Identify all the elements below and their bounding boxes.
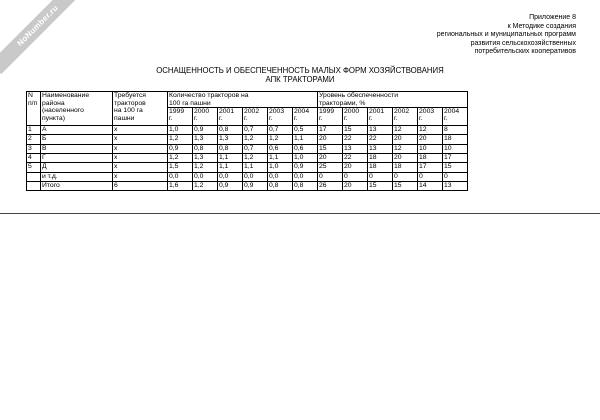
cell-level: 15	[393, 181, 418, 190]
cell-count: 0,9	[243, 181, 268, 190]
cell-level: 17	[318, 126, 343, 135]
cell-level: 18	[418, 154, 443, 163]
cell-num: 1	[27, 126, 41, 135]
cell-count: 0,9	[218, 181, 243, 190]
year-level-2002: 2002 г.	[393, 108, 418, 126]
cell-count: 0,8	[218, 126, 243, 135]
cell-level: 20	[393, 135, 418, 144]
cell-level: 20	[318, 135, 343, 144]
year-level-2000: 2000 г.	[343, 108, 368, 126]
cell-count: 1,2	[168, 154, 193, 163]
cell-count: 1,1	[293, 135, 318, 144]
year-count-2004: 2004 г.	[293, 108, 318, 126]
cell-count: 1,3	[193, 154, 218, 163]
watermark-logo: NoNumber.ru	[0, 0, 86, 74]
cell-count: 0,8	[268, 181, 293, 190]
cell-level: 12	[418, 126, 443, 135]
cell-level: 15	[443, 163, 468, 172]
cell-num: 3	[27, 144, 41, 153]
cell-level: 10	[418, 144, 443, 153]
cell-required: 6	[113, 181, 168, 190]
cell-num	[27, 181, 41, 190]
cell-count: 1,0	[168, 126, 193, 135]
cell-level: 22	[343, 154, 368, 163]
year-level-2004: 2004 г.	[443, 108, 468, 126]
cell-count: 0,9	[193, 126, 218, 135]
title-line: АПК ТРАКТОРАМИ	[265, 75, 335, 84]
year-level-2003: 2003 г.	[418, 108, 443, 126]
cell-level: 18	[443, 135, 468, 144]
table-row	[27, 135, 468, 144]
header-district: Наименование района (населенного пункта)	[41, 92, 113, 126]
cell-level: 20	[343, 163, 368, 172]
cell-count: 0,0	[168, 172, 193, 181]
cell-count: 1,2	[193, 181, 218, 190]
appendix-line: региональных и муниципальных программ	[436, 31, 576, 39]
header-required: Требуется тракторов на 100 га пашни	[113, 92, 168, 126]
cell-count: 1,2	[243, 135, 268, 144]
cell-level: 13	[343, 144, 368, 153]
cell-count: 1,2	[243, 154, 268, 163]
cell-count: 0,7	[243, 126, 268, 135]
cell-level: 0	[343, 172, 368, 181]
year-count-1999: 1999 г.	[168, 108, 193, 126]
table-row	[27, 163, 468, 172]
cell-required: х	[113, 154, 168, 163]
cell-count: 1,3	[218, 135, 243, 144]
cell-level: 15	[318, 144, 343, 153]
cell-count: 1,1	[243, 163, 268, 172]
cell-count: 1,2	[268, 135, 293, 144]
cell-count: 1,6	[168, 181, 193, 190]
cell-count: 0,5	[293, 126, 318, 135]
header-supply-level: Уровень обеспеченности тракторами, %	[318, 92, 468, 108]
cell-num: 5	[27, 163, 41, 172]
cell-level: 20	[418, 135, 443, 144]
table-row	[27, 154, 468, 163]
year-count-2002: 2002 г.	[243, 108, 268, 126]
cell-count: 0,6	[293, 144, 318, 153]
cell-count: 1,2	[168, 135, 193, 144]
cell-level: 13	[368, 144, 393, 153]
cell-district: и т.д.	[41, 172, 113, 181]
table-row	[27, 126, 468, 135]
year-count-2001: 2001 г.	[218, 108, 243, 126]
cell-count: 1,5	[168, 163, 193, 172]
cell-level: 15	[368, 181, 393, 190]
cell-level: 0	[418, 172, 443, 181]
cell-count: 1,1	[218, 163, 243, 172]
cell-level: 0	[393, 172, 418, 181]
cell-count: 0,0	[268, 172, 293, 181]
cell-level: 10	[443, 144, 468, 153]
cell-level: 0	[368, 172, 393, 181]
cell-count: 1,0	[268, 163, 293, 172]
tractor-table	[26, 91, 468, 191]
cell-required: х	[113, 144, 168, 153]
cell-level: 18	[368, 154, 393, 163]
cell-count: 0,9	[168, 144, 193, 153]
cell-level: 17	[418, 163, 443, 172]
cell-level: 22	[343, 135, 368, 144]
cell-required: х	[113, 172, 168, 181]
document-title	[0, 66, 600, 84]
cell-level: 25	[318, 163, 343, 172]
table-row	[27, 144, 468, 153]
cell-district: Г	[41, 154, 113, 163]
cell-count: 0,0	[293, 172, 318, 181]
cell-level: 13	[368, 126, 393, 135]
cell-level: 12	[393, 144, 418, 153]
cell-district: В	[41, 144, 113, 153]
cell-level: 20	[343, 181, 368, 190]
cell-count: 1,1	[218, 154, 243, 163]
cell-level: 20	[318, 154, 343, 163]
cell-count: 1,3	[193, 135, 218, 144]
cell-level: 20	[393, 154, 418, 163]
year-count-2003: 2003 г.	[268, 108, 293, 126]
cell-count: 0,0	[218, 172, 243, 181]
header-tractor-count: Количество тракторов на 100 га пашни	[168, 92, 318, 108]
appendix-note	[356, 14, 576, 57]
cell-count: 0,7	[243, 144, 268, 153]
header-row	[27, 92, 468, 108]
cell-count: 1,1	[268, 154, 293, 163]
cell-required: х	[113, 126, 168, 135]
cell-count: 1,0	[293, 154, 318, 163]
cell-level: 17	[443, 154, 468, 163]
bottom-divider	[0, 213, 600, 214]
appendix-line: Приложение 8	[529, 14, 576, 21]
cell-level: 8	[443, 126, 468, 135]
cell-level: 22	[368, 135, 393, 144]
title-line: ОСНАЩЕННОСТЬ И ОБЕСПЕЧЕННОСТЬ МАЛЫХ ФОРМ ХОЗЯЙСТВОВАНИЯ	[156, 66, 444, 75]
appendix-line: развития сельскохозяйственных	[470, 39, 576, 47]
cell-count: 1,2	[193, 163, 218, 172]
cell-district: Б	[41, 135, 113, 144]
cell-level: 18	[368, 163, 393, 172]
cell-district: А	[41, 126, 113, 135]
cell-count: 0,9	[293, 163, 318, 172]
cell-level: 0	[443, 172, 468, 181]
cell-district: Итого	[41, 181, 113, 190]
cell-count: 0,0	[193, 172, 218, 181]
cell-num: 4	[27, 154, 41, 163]
cell-num: 2	[27, 135, 41, 144]
appendix-line: потребительских кооперативов	[474, 48, 576, 56]
table-row	[27, 172, 468, 181]
cell-required: х	[113, 135, 168, 144]
cell-num	[27, 172, 41, 181]
cell-required: х	[113, 163, 168, 172]
cell-count: 0,8	[293, 181, 318, 190]
cell-count: 0,7	[268, 126, 293, 135]
cell-district: Д	[41, 163, 113, 172]
cell-level: 15	[343, 126, 368, 135]
cell-level: 26	[318, 181, 343, 190]
cell-level: 18	[393, 163, 418, 172]
cell-count: 0,8	[193, 144, 218, 153]
table-row	[27, 181, 468, 190]
cell-count: 0,6	[268, 144, 293, 153]
year-level-2001: 2001 г.	[368, 108, 393, 126]
cell-count: 0,0	[243, 172, 268, 181]
cell-level: 13	[443, 181, 468, 190]
cell-level: 14	[418, 181, 443, 190]
year-level-1999: 1999 г.	[318, 108, 343, 126]
cell-level: 0	[318, 172, 343, 181]
header-num: N п/п	[27, 92, 41, 126]
appendix-line: к Методике создания	[507, 22, 576, 30]
year-count-2000: 2000 г.	[193, 108, 218, 126]
cell-count: 0,8	[218, 144, 243, 153]
cell-level: 12	[393, 126, 418, 135]
